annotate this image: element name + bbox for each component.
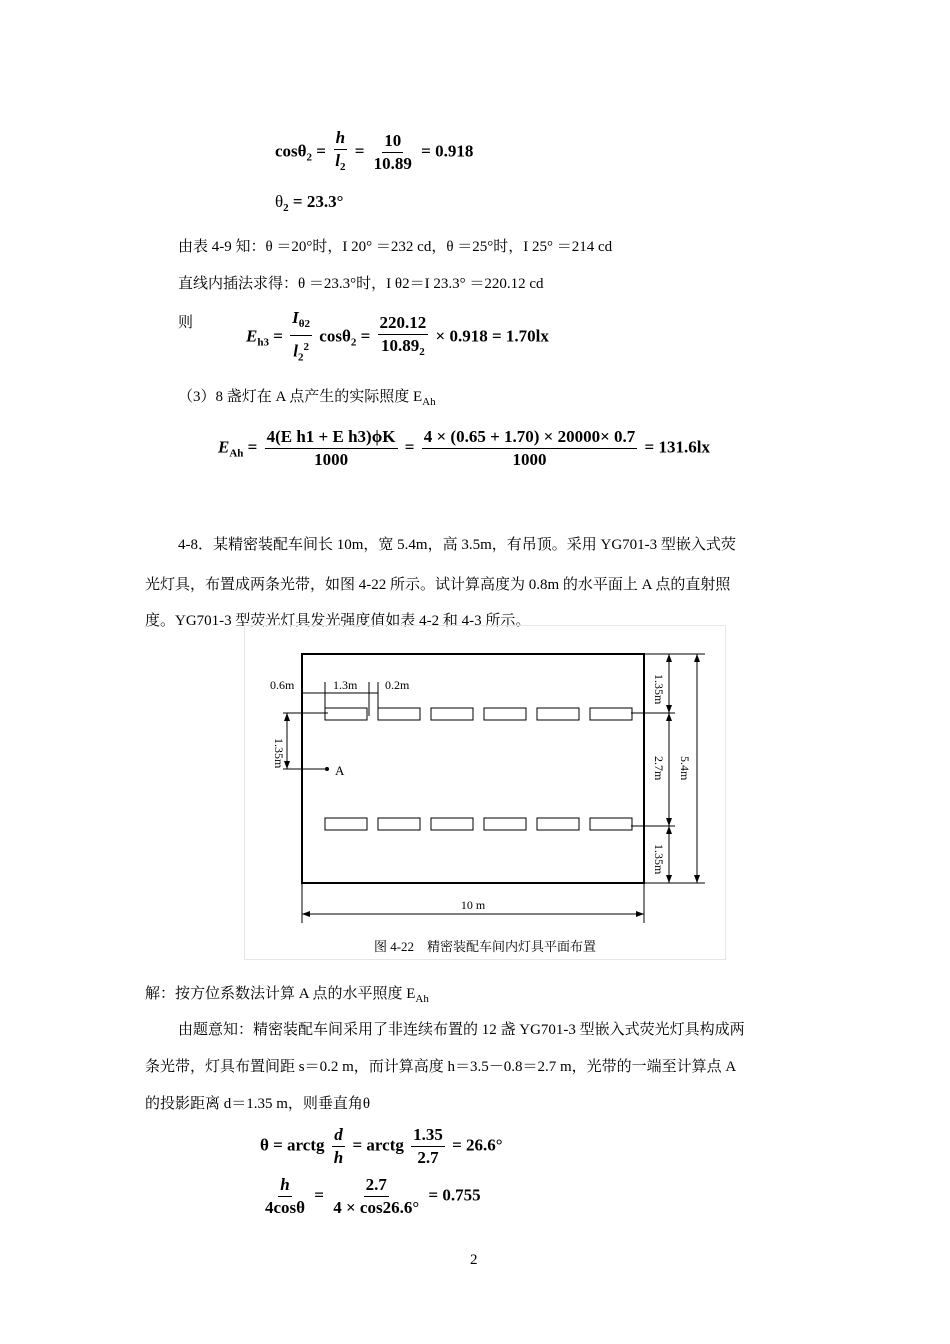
lamp-fixture	[537, 708, 579, 720]
dim-label-2-7: 2.7m	[652, 756, 666, 781]
layout-diagram	[245, 626, 725, 959]
dim-label-0-6: 0.6m	[270, 678, 295, 692]
lamp-fixture	[431, 708, 473, 720]
dim-label-1-3: 1.3m	[333, 678, 358, 692]
dim-label-length: 10 m	[460, 898, 486, 912]
dim-label-1-35-left: 1.35m	[272, 738, 286, 769]
equation-h-over-4cos: $\frac{h}{4\cos\theta}$ = $\frac{2.7}{4 \times \cos 26.6^\circ}$ = 0.755	[265, 1175, 481, 1217]
figure-4-22	[244, 625, 726, 960]
dim-label-1-35-top: 1.35m	[652, 674, 666, 705]
point-a-marker	[325, 767, 329, 771]
lamp-fixture	[431, 818, 473, 830]
lamp-fixture	[484, 818, 526, 830]
lamp-fixture	[590, 708, 632, 720]
equation-cos-theta2: cosθ$_2$ = $\frac{h}{l_2}$ = $\frac{10}{10.89}$ = 0.918	[275, 128, 474, 173]
equation-eah: $E_{Ah}$ = $\frac{\text{4(E h1 + E h3)ϕK}}{1000}$ = $\frac{4 \times (0.65 + 1.70) \times 20000\times 0.7}{1000}$ = 131.6lx	[218, 427, 710, 469]
interpolation-line: 直线内插法求得：θ ＝23.3°时，I θ2＝I 23.3° ＝220.12 cd	[178, 276, 544, 292]
lamp-fixture	[325, 818, 367, 830]
solution-line-1: 解：按方位系数法计算 A 点的水平照度 $E_{Ah}$	[145, 986, 429, 1005]
point-a-label: A	[335, 763, 345, 778]
dim-label-5-4: 5.4m	[678, 756, 692, 781]
then-label: 则	[178, 315, 194, 331]
lamp-fixture	[325, 708, 367, 720]
solution-line-2: 由题意知：精密装配车间采用了非连续布置的 12 盏 YG701-3 型嵌入式荧光灯具构成两	[178, 1022, 745, 1038]
equation-theta2: $\theta_2 = 23.3^\circ$	[275, 192, 344, 214]
lamp-fixture	[537, 818, 579, 830]
lamp-fixture	[378, 708, 420, 720]
table-lookup-line: 由表 4-9 知：θ ＝20°时，I 20° ＝232 cd，θ ＝25°时，I 25° ＝214 cd	[178, 239, 613, 255]
equation-eh3: $E_{h3}$ = $\frac{I_{\theta 2}}{l_2^2}$ cosθ$_2$ = $\frac{220.12}{10.89_2}$ × 0.918 = 1.70lx	[246, 308, 549, 364]
equation-theta-arctg: θ = arctg $\frac{d}{h}$ = arctg $\frac{1.35}{2.7}$ = 26.6°	[260, 1125, 503, 1167]
solution-line-3: 条光带，灯具布置间距 s＝0.2 m，而计算高度 h＝3.5－0.8＝2.7 m，光带的一端至计算点 A	[145, 1059, 737, 1075]
dim-label-1-35-bottom: 1.35m	[652, 844, 666, 875]
problem-line-2: 光灯具，布置成两条光带，如图 4-22 所示。试计算高度为 0.8m 的水平面上 A 点的直射照	[145, 577, 731, 593]
step3-heading: （3）8 盏灯在 A 点产生的实际照度 $E_{Ah}$	[178, 389, 436, 408]
page-number: 2	[470, 1252, 478, 1268]
lamp-fixture	[590, 818, 632, 830]
figure-caption: 图 4-22 精密装配车间内灯具平面布置	[373, 939, 597, 954]
dim-label-0-2: 0.2m	[385, 678, 410, 692]
lamp-fixture	[484, 708, 526, 720]
problem-line-1: 4-8．某精密装配车间长 10m，宽 5.4m，高 3.5m，有吊顶。采用 YG701-3 型嵌入式荧	[178, 537, 736, 553]
lamp-rows	[325, 708, 632, 830]
solution-line-4: 的投影距离 d＝1.35 m，则垂直角θ	[145, 1096, 371, 1112]
lamp-fixture	[378, 818, 420, 830]
problem-line-3: 度。YG701-3 型荧光灯具发光强度值如表 4-2 和 4-3 所示。	[145, 613, 531, 629]
